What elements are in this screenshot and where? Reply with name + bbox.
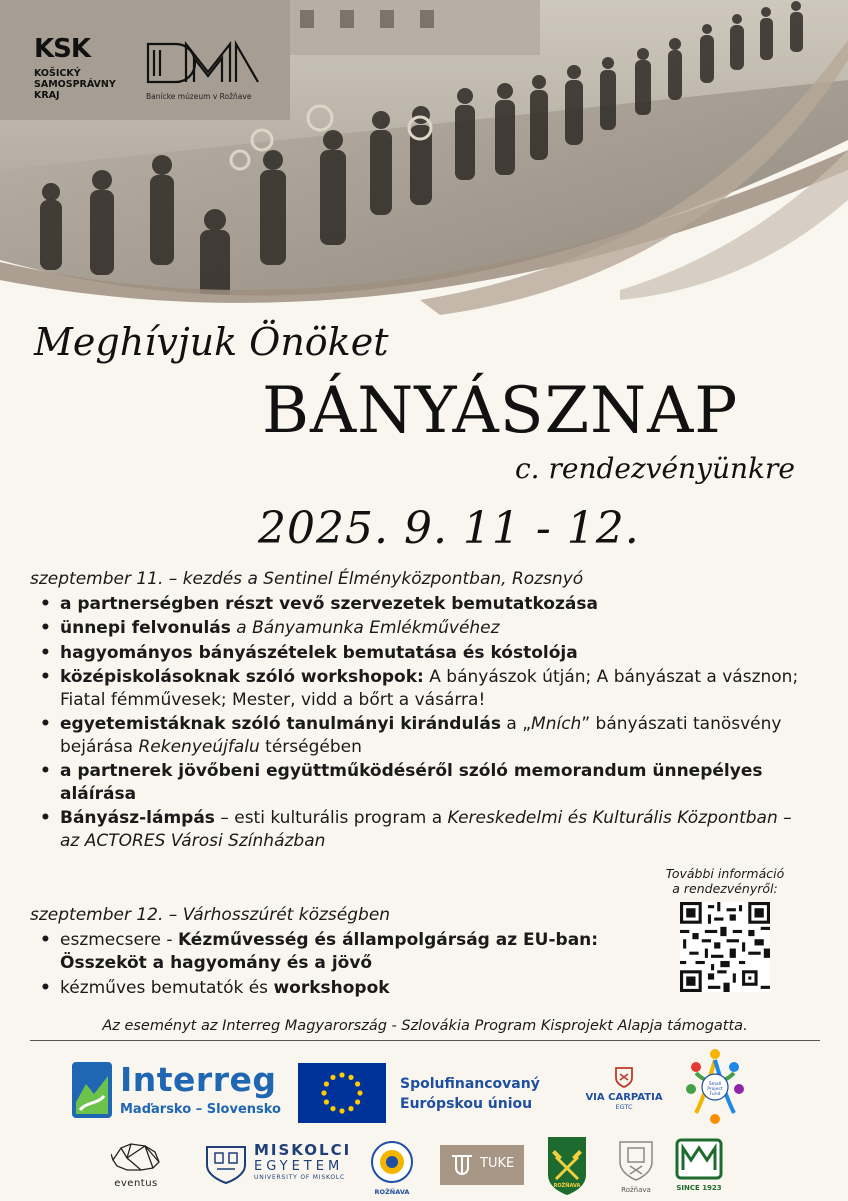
ksk-mark: KSK <box>34 34 91 64</box>
via-carpatia-logo <box>584 1066 664 1116</box>
item-italic: Mních <box>531 714 582 734</box>
item-bold: workshopok <box>273 978 390 998</box>
ksk-logo <box>34 34 144 101</box>
tuke-name: TUKE <box>480 1156 515 1171</box>
school-badge-icon <box>369 1140 415 1184</box>
small-project-fund-logo <box>684 1047 746 1129</box>
item-italic: a Bányamunka Emlékművéhez <box>236 618 500 638</box>
item-text: eszmecsere - <box>60 930 178 950</box>
roznava-city-logo <box>614 1138 658 1194</box>
item-text: kézműves bemutatók és <box>60 978 274 998</box>
day1-list <box>30 593 810 853</box>
miskolci-line-3: UNIVERSITY OF MISKOLC <box>254 1174 346 1181</box>
bm-logo-icon <box>146 40 266 86</box>
city-crest-icon <box>616 1138 656 1182</box>
since-label: SINCE 1923 <box>676 1184 722 1192</box>
interreg-sub: Maďarsko – Slovensko <box>120 1102 281 1117</box>
tuke-mark-icon <box>450 1154 474 1176</box>
item-text: ” bányászati tanösvény bejárása <box>60 714 782 757</box>
item-bold: középiskolásoknak szóló workshopok: <box>60 667 424 687</box>
ksk-line-1: KOŠICKÝ <box>34 68 81 79</box>
event-title: BÁNYÁSZNAP <box>262 374 739 448</box>
interreg-logo <box>72 1062 287 1120</box>
item-text: térségében <box>259 736 362 757</box>
roznava-city-name: Rožňava <box>621 1186 651 1194</box>
list-item <box>60 593 810 616</box>
list-item <box>60 617 810 640</box>
ksk-line-2: SAMOSPRÁVNY <box>34 79 116 90</box>
list-item <box>60 977 630 1000</box>
ksk-name <box>34 68 144 101</box>
support-statement: Az eseményt az Interreg Magyarország - Szlovákia Program Kisprojekt Alapja támogatta. <box>102 1018 748 1034</box>
miskolc-crest <box>203 1143 249 1185</box>
interreg-name: Interreg <box>120 1060 277 1099</box>
list-item <box>60 807 810 852</box>
spolok-label: ROŽŇAVA <box>553 1183 581 1189</box>
eventus-logo <box>110 1140 162 1190</box>
list-item <box>60 642 810 665</box>
qr-block <box>650 866 800 992</box>
item-bold: Kézművesség és állampolgárság az EU-ban: Összeköt a hagyomány és a jövő <box>60 930 599 973</box>
item-italic: Kereskedelmi és Kulturális Központban – az ACTORES Városi Színházban <box>60 808 792 851</box>
item-bold: Bányász-lámpás <box>60 808 215 828</box>
university-crest-icon <box>203 1143 249 1185</box>
item-bold: egyetemistáknak szóló tanulmányi kirándulás <box>60 714 501 734</box>
qr-label-1: További információ <box>665 866 785 881</box>
event-date: 2025. 9. 11 - 12. <box>258 503 640 554</box>
divider <box>30 1040 820 1041</box>
bm-caption: Banícke múzeum v Rožňave <box>146 92 252 101</box>
eu-cofinanced-text <box>400 1074 540 1114</box>
list-item <box>60 666 810 711</box>
list-item <box>60 713 810 758</box>
day1-header: szeptember 11. – kezdés a Sentinel Élményközpontban, Rozsnyó <box>30 569 584 589</box>
day1-program <box>30 568 810 854</box>
item-italic: Rekenyeújfalu <box>138 736 260 757</box>
day2-program <box>30 904 630 1002</box>
via-sub: EGTC <box>615 1103 633 1111</box>
miskolci-line-2: EGYETEM <box>254 1159 344 1174</box>
item-text: – esti kulturális program a <box>214 808 448 828</box>
day2-list <box>30 929 630 1000</box>
miskolci-egyetem-logo <box>254 1141 350 1181</box>
spf-text: Small Project Fund <box>707 1082 723 1097</box>
list-item <box>60 929 630 975</box>
eventus-name: eventus <box>114 1178 158 1189</box>
qr-code-icon[interactable] <box>680 902 770 992</box>
roznava-gymnasium-logo <box>367 1140 417 1194</box>
tuke-logo <box>440 1145 524 1185</box>
qr-label-2: a rendezvényről: <box>672 881 778 896</box>
list-item <box>60 760 810 805</box>
eu-text-2: Európskou úniou <box>400 1096 533 1112</box>
item-text: A bányászok útján; A bányászat a vásznon; Fiatal fémművesek; Mester, vidd a bőrt a vásárra! <box>60 667 799 710</box>
via-carpatia-icon <box>612 1066 636 1088</box>
eu-flag-icon <box>298 1063 386 1123</box>
since-1923-logo <box>674 1138 724 1194</box>
event-subtitle: c. rendezvényünkre <box>515 452 795 485</box>
item-bold: hagyományos bányászételek bemutatása és kóstolója <box>60 642 578 663</box>
item-bold: a partnerségben részt vevő szervezetek bemutatkozása <box>60 593 598 614</box>
miners-association-logo <box>546 1135 588 1197</box>
miskolci-line-1: MISKOLCI <box>254 1141 352 1159</box>
interreg-mark-icon <box>72 1062 112 1118</box>
via-name: VIA CARPATIA <box>585 1092 663 1103</box>
emblem-icon <box>675 1138 723 1180</box>
eu-text-1: Spolufinancovaný <box>400 1076 540 1092</box>
day2-header: szeptember 12. – Várhosszúrét községben <box>30 905 391 925</box>
rhino-icon <box>111 1140 161 1174</box>
bm-logo <box>146 40 306 101</box>
item-bold: a partnerek jövőbeni együttműködéséről szóló memorandum ünnepélyes aláírása <box>60 761 763 804</box>
ksk-line-3: KRAJ <box>34 90 60 101</box>
invite-heading: Meghívjuk Önöket <box>34 320 389 364</box>
item-bold: ünnepi felvonulás <box>60 618 231 638</box>
eu-flag <box>298 1063 386 1123</box>
item-text: a „ <box>500 714 532 734</box>
roznava-label: ROŽŇAVA <box>374 1188 410 1196</box>
